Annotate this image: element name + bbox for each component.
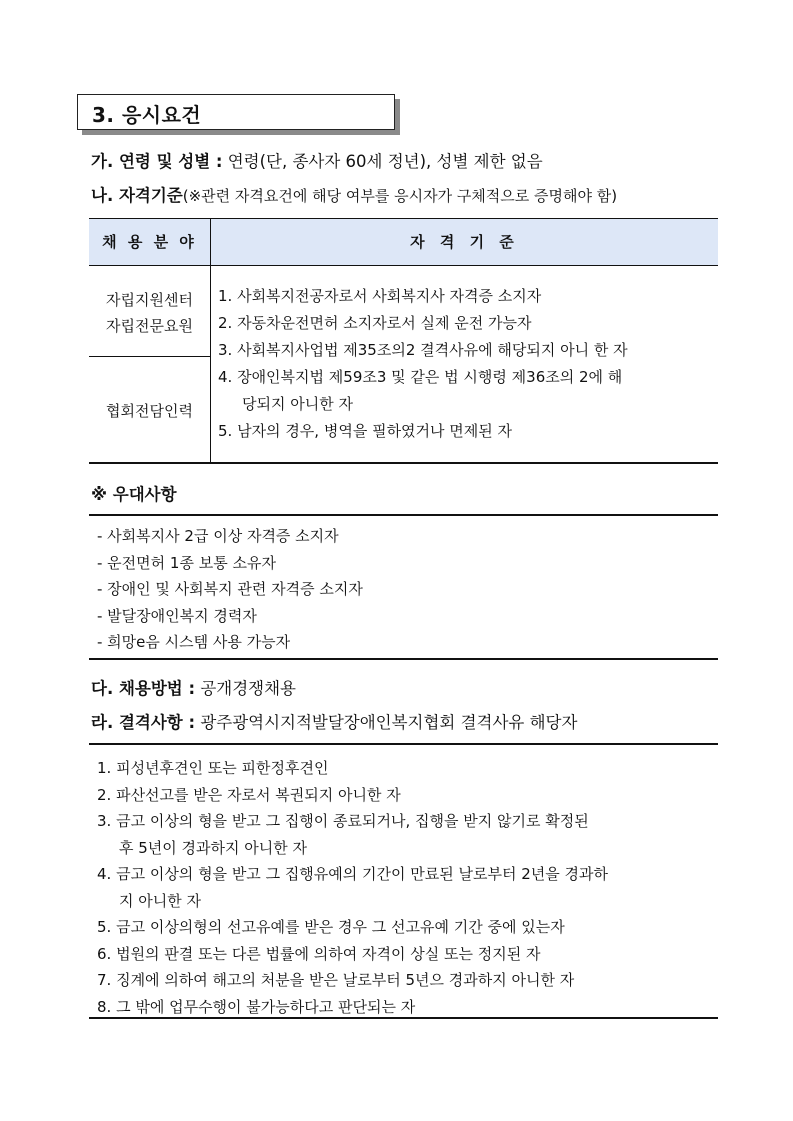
age-gender-label: 가. 연령 및 성별 : xyxy=(91,152,223,171)
qualification-line xyxy=(91,182,617,206)
category-independence-center xyxy=(89,287,210,339)
disqualification-item-cont: 지 아니한 자 xyxy=(119,891,201,910)
table-bottom-rule xyxy=(89,462,718,464)
method-line xyxy=(91,675,296,699)
criteria-list xyxy=(218,283,714,445)
preference-top-rule xyxy=(89,514,718,516)
header-divider xyxy=(210,219,211,265)
body-divider xyxy=(210,266,211,462)
disqualification-item-cont: 후 5년이 경과하지 아니한 자 xyxy=(119,838,308,857)
disqualification-list xyxy=(97,755,714,1020)
category-line: 자립전문요원 xyxy=(106,317,193,335)
disqualification-item: 4. 금고 이상의 형을 받고 그 집행유예의 기간이 만료된 날로부터 2년을 경과하 xyxy=(97,865,609,883)
category-association-staff xyxy=(89,398,210,424)
section-header-box xyxy=(77,94,395,130)
criteria-item-cont: 당되지 아니한 자 xyxy=(242,395,353,413)
preference-bottom-rule xyxy=(89,658,718,660)
disqualification-item: 3. 금고 이상의 형을 받고 그 집행이 종료되거나, 집행을 받지 않기로 확정된 xyxy=(97,812,589,830)
disqualification-item: 5. 금고 이상의형의 선고유예를 받은 경우 그 선고유예 기간 중에 있는자 xyxy=(97,918,565,936)
table-header xyxy=(89,219,718,265)
disqualification-item: 2. 파산선고를 받은 자로서 복권되지 아니한 자 xyxy=(97,785,401,804)
preference-item: - 희망e음 시스템 사용 가능자 xyxy=(97,633,291,651)
category-line: 협회전담인력 xyxy=(106,402,193,420)
disqualification-item: 7. 징계에 의하여 해고의 처분을 받은 날로부터 5년으 경과하지 아니한 자 xyxy=(97,971,575,989)
disqualification-label: 라. 결격사항 : xyxy=(91,713,196,732)
preference-item: - 사회복지사 2급 이상 자격증 소지자 xyxy=(97,527,339,545)
qualification-label: 나. 자격기준 xyxy=(91,186,183,205)
qualification-note: (※관련 자격요건에 해당 여부를 응시자가 구체적으로 증명해야 함) xyxy=(182,187,618,205)
category-line: 자립지원센터 xyxy=(106,291,193,309)
criteria-item: 3. 사회복지사업법 제35조의2 결격사유에 해당되지 아니 한 자 xyxy=(218,341,628,359)
section-title: 3. 응시요건 xyxy=(92,103,202,127)
criteria-item: 5. 남자의 경우, 병역을 필하였거나 면제된 자 xyxy=(218,422,513,440)
preference-item: - 운전면허 1종 보통 소유자 xyxy=(97,553,276,572)
disqualification-bottom-rule xyxy=(89,1017,718,1019)
disqualification-top-rule xyxy=(89,743,718,745)
disqualification-item: 1. 피성년후견인 또는 피한정후견인 xyxy=(97,759,329,777)
header-criteria: 자 격 기 준 xyxy=(410,233,519,251)
age-gender-text: 연령(단, 종사자 60세 정년), 성별 제한 없음 xyxy=(227,152,543,171)
disqualification-item: 8. 그 밖에 업무수행이 불가능하다고 판단되는 자 xyxy=(97,997,416,1016)
preference-item: - 장애인 및 사회복지 관련 자격증 소지자 xyxy=(97,580,363,598)
preference-title: ※ 우대사항 xyxy=(91,485,177,504)
disqualification-line xyxy=(91,709,577,733)
disqualification-item: 6. 법원의 판결 또는 다른 법률에 의하여 자격이 상실 또는 정지된 자 xyxy=(97,944,541,963)
criteria-item: 4. 장애인복지법 제59조3 및 같은 법 시행령 제36조의 2에 해 xyxy=(218,368,623,386)
method-label: 다. 채용방법 : xyxy=(91,679,196,698)
header-field: 채 용 분 야 xyxy=(102,233,197,251)
header-bottom-rule xyxy=(89,265,718,266)
disqualification-text: 광주광역시지적발달장애인복지협회 결격사유 해당자 xyxy=(200,713,578,732)
category-divider xyxy=(89,356,210,357)
preference-list xyxy=(97,523,363,656)
age-gender-line xyxy=(91,148,543,172)
preference-item: - 발달장애인복지 경력자 xyxy=(97,606,257,625)
criteria-item: 1. 사회복지전공자로서 사회복지사 자격증 소지자 xyxy=(218,287,542,305)
criteria-item: 2. 자동차운전면허 소지자로서 실제 운전 가능자 xyxy=(218,314,532,332)
method-text: 공개경쟁채용 xyxy=(200,679,296,698)
